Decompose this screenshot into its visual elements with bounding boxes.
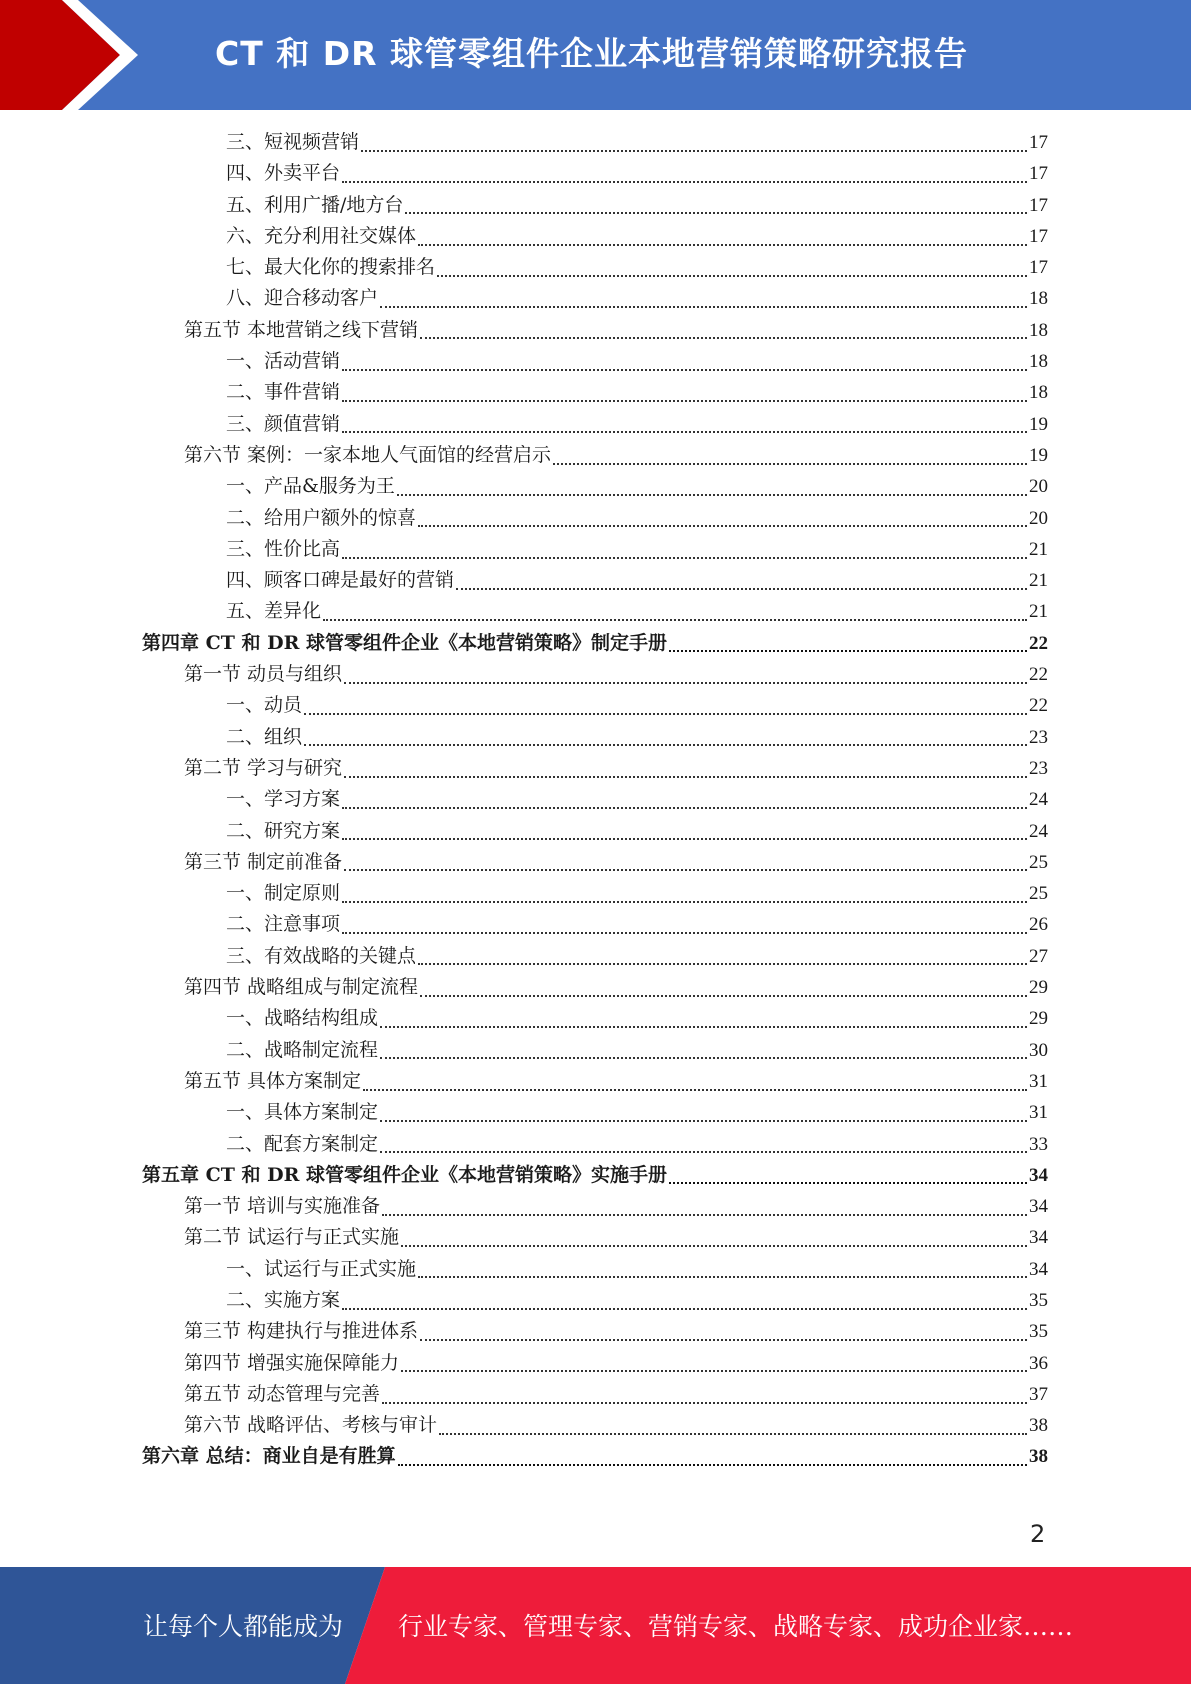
toc-entry-title: 第三节 制定前准备 — [184, 850, 343, 873]
toc-entry-title: 三、颜值营销 — [226, 412, 341, 435]
toc-dot-leader — [456, 588, 1027, 590]
toc-dot-leader — [323, 619, 1027, 621]
toc-entry[interactable] — [142, 1379, 1048, 1410]
table-of-contents — [142, 127, 1048, 1473]
toc-entry-page: 34 — [1029, 1164, 1048, 1186]
toc-entry-page: 17 — [1029, 225, 1048, 247]
toc-dot-leader — [669, 650, 1027, 652]
toc-dot-leader — [382, 1402, 1027, 1404]
toc-dot-leader — [344, 869, 1027, 871]
toc-entry-title: 二、实施方案 — [226, 1288, 341, 1311]
toc-entry-page: 24 — [1029, 789, 1048, 811]
toc-entry-title: 第二节 试运行与正式实施 — [184, 1226, 400, 1249]
page-footer — [0, 1567, 1191, 1684]
toc-entry-page: 24 — [1029, 820, 1048, 842]
toc-entry-title: 一、活动营销 — [226, 350, 341, 373]
toc-entry-page: 25 — [1029, 851, 1048, 873]
toc-entry-title: 二、组织 — [226, 725, 303, 748]
toc-entry-title: 一、试运行与正式实施 — [226, 1257, 417, 1280]
toc-entry[interactable] — [142, 283, 1048, 314]
toc-entry-title: 二、注意事项 — [226, 913, 341, 936]
toc-entry[interactable] — [142, 471, 1048, 502]
toc-entry[interactable] — [142, 722, 1048, 753]
toc-dot-leader — [363, 1089, 1027, 1091]
toc-dot-leader — [405, 212, 1027, 214]
toc-entry[interactable] — [142, 816, 1048, 847]
toc-entry-page: 25 — [1029, 883, 1048, 905]
toc-entry-page: 18 — [1029, 288, 1048, 310]
toc-entry-page: 35 — [1029, 1289, 1048, 1311]
toc-entry-title: 一、产品&服务为王 — [226, 475, 395, 498]
toc-entry[interactable] — [142, 784, 1048, 815]
toc-dot-leader — [380, 1151, 1027, 1153]
toc-entry[interactable] — [142, 534, 1048, 565]
toc-dot-leader — [398, 1464, 1027, 1466]
toc-entry-page: 29 — [1029, 977, 1048, 999]
toc-entry-page: 19 — [1029, 413, 1048, 435]
toc-entry[interactable] — [142, 1003, 1048, 1034]
toc-entry-page: 17 — [1029, 163, 1048, 185]
toc-entry[interactable] — [142, 409, 1048, 440]
toc-entry-title: 第六节 战略评估、考核与审计 — [184, 1414, 438, 1437]
toc-dot-leader — [342, 932, 1027, 934]
toc-entry[interactable] — [142, 1316, 1048, 1347]
toc-entry-title: 一、动员 — [226, 694, 303, 717]
toc-entry-page: 30 — [1029, 1039, 1048, 1061]
toc-entry-title: 二、事件营销 — [226, 381, 341, 404]
toc-entry[interactable] — [142, 972, 1048, 1003]
toc-entry[interactable] — [142, 1191, 1048, 1222]
toc-entry-title: 第二节 学习与研究 — [184, 756, 343, 779]
toc-dot-leader — [380, 1120, 1027, 1122]
toc-entry-title: 二、战略制定流程 — [226, 1038, 379, 1061]
toc-entry-title: 一、学习方案 — [226, 788, 341, 811]
toc-entry-title: 第六章 总结：商业自是有胜算 — [142, 1445, 396, 1468]
toc-entry-page: 22 — [1029, 632, 1048, 654]
toc-entry[interactable] — [142, 252, 1048, 283]
toc-entry[interactable] — [142, 847, 1048, 878]
toc-entry-page: 38 — [1029, 1415, 1048, 1437]
toc-entry[interactable] — [142, 190, 1048, 221]
toc-entry-title: 三、有效战略的关键点 — [226, 944, 417, 967]
toc-dot-leader — [342, 181, 1027, 183]
toc-entry-title: 第一节 培训与实施准备 — [184, 1195, 381, 1218]
toc-entry-title: 一、具体方案制定 — [226, 1101, 379, 1124]
toc-dot-leader — [342, 369, 1027, 371]
toc-entry-page: 18 — [1029, 382, 1048, 404]
toc-entry-page: 26 — [1029, 914, 1048, 936]
toc-dot-leader — [342, 807, 1027, 809]
toc-entry-title: 五、利用广播/地方台 — [226, 193, 404, 216]
toc-dot-leader — [304, 713, 1027, 715]
toc-entry[interactable] — [142, 1254, 1048, 1285]
page-number: 2 — [1030, 1520, 1046, 1548]
toc-entry-page: 23 — [1029, 726, 1048, 748]
toc-entry-page: 18 — [1029, 351, 1048, 373]
toc-entry[interactable] — [142, 690, 1048, 721]
toc-entry[interactable] — [142, 659, 1048, 690]
toc-entry-page: 35 — [1029, 1321, 1048, 1343]
toc-entry[interactable] — [142, 221, 1048, 252]
toc-entry-page: 33 — [1029, 1133, 1048, 1155]
toc-entry[interactable] — [142, 596, 1048, 627]
toc-entry-title: 二、研究方案 — [226, 819, 341, 842]
toc-entry[interactable] — [142, 565, 1048, 596]
toc-dot-leader — [342, 400, 1027, 402]
toc-entry-title: 五、差异化 — [226, 600, 322, 623]
toc-dot-leader — [380, 306, 1027, 308]
page-header — [0, 0, 1191, 110]
toc-entry-title: 三、性价比高 — [226, 537, 341, 560]
toc-entry[interactable] — [142, 1410, 1048, 1441]
toc-entry-page: 36 — [1029, 1352, 1048, 1374]
toc-entry[interactable] — [142, 1441, 1048, 1472]
toc-entry[interactable] — [142, 909, 1048, 940]
footer-slogan-left: 让每个人都能成为 — [143, 1612, 344, 1641]
toc-entry-title: 第五节 动态管理与完善 — [184, 1382, 381, 1405]
toc-entry[interactable] — [142, 127, 1048, 158]
toc-entry-title: 第五章 CT 和 DR 球管零组件企业《本地营销策略》实施手册 — [142, 1163, 667, 1186]
toc-entry-title: 二、给用户额外的惊喜 — [226, 506, 417, 529]
toc-entry-title: 第一节 动员与组织 — [184, 663, 343, 686]
toc-entry-title: 四、外卖平台 — [226, 162, 341, 185]
toc-dot-leader — [418, 525, 1027, 527]
toc-entry[interactable] — [142, 440, 1048, 471]
toc-dot-leader — [380, 1026, 1027, 1028]
toc-entry-page: 34 — [1029, 1196, 1048, 1218]
toc-entry-page: 20 — [1029, 507, 1048, 529]
toc-entry[interactable] — [142, 1348, 1048, 1379]
toc-entry-title: 六、充分利用社交媒体 — [226, 224, 417, 247]
toc-entry[interactable] — [142, 1035, 1048, 1066]
toc-entry-title: 八、迎合移动客户 — [226, 287, 379, 310]
toc-entry-title: 三、短视频营销 — [226, 131, 360, 153]
toc-entry-page: 22 — [1029, 695, 1048, 717]
toc-entry-page: 20 — [1029, 476, 1048, 498]
toc-entry-title: 二、配套方案制定 — [226, 1132, 379, 1155]
toc-entry-page: 17 — [1029, 257, 1048, 279]
toc-dot-leader — [669, 1182, 1027, 1184]
toc-dot-leader — [304, 744, 1027, 746]
toc-entry[interactable] — [142, 315, 1048, 346]
toc-entry-page: 18 — [1029, 319, 1048, 341]
toc-entry-title: 第四章 CT 和 DR 球管零组件企业《本地营销策略》制定手册 — [142, 631, 667, 654]
header-title: CT 和 DR 球管零组件企业本地营销策略研究报告 — [215, 34, 968, 73]
toc-entry-title: 第四节 战略组成与制定流程 — [184, 976, 419, 999]
toc-dot-leader — [342, 838, 1027, 840]
toc-entry-title: 一、制定原则 — [226, 882, 341, 905]
toc-dot-leader — [418, 1276, 1027, 1278]
toc-dot-leader — [382, 1214, 1027, 1216]
toc-entry-title: 一、战略结构组成 — [226, 1007, 379, 1030]
toc-dot-leader — [380, 1057, 1027, 1059]
toc-entry[interactable] — [142, 1097, 1048, 1128]
toc-dot-leader — [397, 494, 1027, 496]
toc-dot-leader — [420, 337, 1027, 339]
footer-slogan-right: 行业专家、管理专家、营销专家、战略专家、成功企业家…… — [398, 1612, 1074, 1641]
toc-entry-page: 19 — [1029, 444, 1048, 466]
toc-entry-title: 第三节 构建执行与推进体系 — [184, 1320, 419, 1343]
toc-entry[interactable] — [142, 377, 1048, 408]
toc-entry-page: 37 — [1029, 1383, 1048, 1405]
toc-entry-title: 第六节 案例：一家本地人气面馆的经营启示 — [184, 443, 552, 466]
toc-entry-page: 38 — [1029, 1446, 1048, 1468]
toc-entry[interactable] — [142, 1285, 1048, 1316]
toc-dot-leader — [401, 1245, 1027, 1247]
toc-dot-leader — [344, 682, 1027, 684]
toc-entry-title: 七、最大化你的搜索排名 — [226, 256, 436, 279]
toc-entry-title: 第五节 本地营销之线下营销 — [184, 318, 419, 341]
toc-dot-leader — [342, 901, 1027, 903]
toc-entry-page: 17 — [1029, 194, 1048, 216]
toc-entry-page: 29 — [1029, 1008, 1048, 1030]
toc-entry-page: 23 — [1029, 757, 1048, 779]
toc-entry[interactable] — [142, 628, 1048, 659]
toc-dot-leader — [437, 275, 1027, 277]
toc-entry[interactable] — [142, 346, 1048, 377]
toc-entry-page: 31 — [1029, 1070, 1048, 1092]
toc-entry[interactable] — [142, 941, 1048, 972]
toc-entry[interactable] — [142, 158, 1048, 189]
toc-dot-leader — [344, 776, 1027, 778]
toc-entry-title: 第五节 具体方案制定 — [184, 1069, 362, 1092]
toc-entry-page: 17 — [1029, 132, 1048, 153]
toc-entry-title: 第四节 增强实施保障能力 — [184, 1351, 400, 1374]
toc-dot-leader — [418, 244, 1027, 246]
toc-dot-leader — [420, 995, 1027, 997]
toc-dot-leader — [439, 1433, 1027, 1435]
toc-dot-leader — [401, 1370, 1027, 1372]
toc-entry-page: 21 — [1029, 570, 1048, 592]
toc-entry[interactable] — [142, 753, 1048, 784]
toc-entry-page: 21 — [1029, 538, 1048, 560]
toc-entry[interactable] — [142, 1160, 1048, 1191]
toc-dot-leader — [342, 557, 1027, 559]
toc-dot-leader — [342, 431, 1027, 433]
toc-entry-title: 四、顾客口碑是最好的营销 — [226, 569, 455, 592]
toc-entry-page: 22 — [1029, 664, 1048, 686]
toc-dot-leader — [418, 963, 1027, 965]
toc-entry-page: 34 — [1029, 1258, 1048, 1280]
toc-entry[interactable] — [142, 503, 1048, 534]
toc-entry-page: 21 — [1029, 601, 1048, 623]
toc-dot-leader — [420, 1339, 1027, 1341]
toc-entry-page: 27 — [1029, 945, 1048, 967]
toc-dot-leader — [553, 463, 1027, 465]
toc-entry[interactable] — [142, 878, 1048, 909]
toc-entry[interactable] — [142, 1066, 1048, 1097]
toc-entry-page: 31 — [1029, 1102, 1048, 1124]
toc-entry[interactable] — [142, 1222, 1048, 1253]
toc-entry-page: 34 — [1029, 1227, 1048, 1249]
toc-dot-leader — [361, 150, 1027, 152]
toc-entry[interactable] — [142, 1129, 1048, 1160]
toc-dot-leader — [342, 1308, 1027, 1310]
